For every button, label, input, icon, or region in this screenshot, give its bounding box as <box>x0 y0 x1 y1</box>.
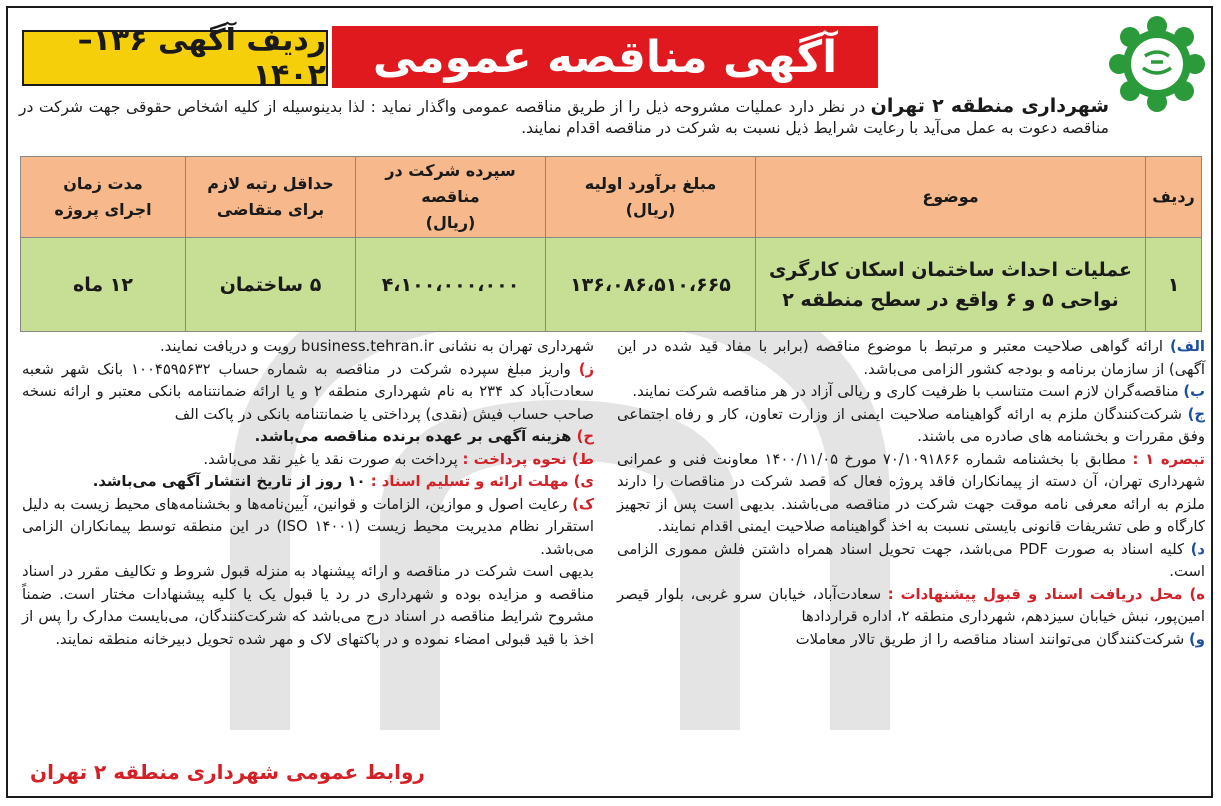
condition-z: ز) واریز مبلغ سپرده شرکت در مناقصه به شماره حساب ۱۰۰۴۵۹۵۶۳۲ بانک شهر شعبه سعادت‌آباد کد ۲۳۴ به نام شهرداری منطقه ۲ و یا ارائه ضمانتنامه بانکی معتبر و ارائه نسخه صاحب حساب فیش (نقدی) پرداختی یا ضمانتنامه بانکی در پاکت الف <box>22 360 595 423</box>
tehran-municipality-logo-icon <box>1107 14 1207 114</box>
condition-y: ی) مهلت ارائه و تسلیم اسناد : ۱۰ روز از تاریخ انتشار آگهی می‌باشد. <box>92 473 594 490</box>
cell-duration: ۱۲ ماه <box>21 238 186 332</box>
header-row-number: ردیف <box>1146 157 1202 238</box>
organization-name: شهرداری منطقه ۲ تهران <box>870 95 1110 117</box>
condition-b: ب) مناقصه‌گران لازم است متناسب با ظرفیت کاری و ریالی آزاد در هر مناقصه شرکت نمایند. <box>632 383 1205 400</box>
condition-f-continued: شهرداری تهران به نشانی business.tehran.ir رویت و دریافت نمایند. <box>159 338 594 355</box>
condition-d: د) کلیه اسناد به صورت PDF می‌باشد، جهت تحویل اسناد همراه داشتن فلش مموری الزامی است. <box>617 540 1205 580</box>
notice-ref-number: ردیف آگهی ۱۳۶– ۱۴۰۲ <box>22 30 328 86</box>
cell-estimate: ۱۳۶،۰۸۶،۵۱۰،۶۶۵ <box>546 238 756 332</box>
intro-text: در نظر دارد عملیات مشروحه ذیل را از طریق مناقصه عمومی واگذار نماید : لذا بدینوسیله از کلیه اشخاص حقوقی جهت شرکت در مناقصه دعوت به عمل می‌آید با رعایت شرایط ذیل نسبت به شرکت در مناقصه اقدام نمایند. <box>19 98 1109 137</box>
condition-t: ط) نحوه پرداخت : پرداخت به صورت نقد یا غیر نقد می‌باشد. <box>203 450 594 468</box>
cell-grade: ۵ ساختمان <box>186 238 356 332</box>
public-relations-signature: روابط عمومی شهرداری منطقه ۲ تهران <box>30 760 425 784</box>
condition-f: و) شرکت‌کنندگان می‌توانند اسناد مناقصه را از طریق تالار معاملات <box>795 630 1205 648</box>
conditions-right-column <box>617 336 1205 651</box>
note-1: تبصره ۱ : مطابق با بخشنامه شماره ۷۰/۱۰۹۱۸۶۶ مورخ ۱۴۰۰/۱۱/۰۵ معاونت فنی و عمرانی شهرداری تهران، آن دسته از پیمانکاران فاقد پروژه فعال که قصد شرکت در مناقصات را دارند ملزم به ارائه معرفی نامه موقت جهت شرکت در مناقصه می‌باشند. بدیهی است پس از تجهیز کارگاه و طی تشریفات قانونی بایستی نسبت به اخذ گواهینامه صلاحیت ایمنی اقدام نمایند. <box>617 450 1205 535</box>
condition-a: الف) ارائه گواهی صلاحیت معتبر و مرتبط با موضوع مناقصه (برابر با مفاد قید شده در این آگهی) از سازمان برنامه و بودجه کشور الزامی می‌باشد. <box>617 338 1205 378</box>
header-estimate: مبلغ برآورد اولیه (ریال) <box>546 157 756 238</box>
header-duration: مدت زمان اجرای پروژه <box>21 157 186 238</box>
closing-paragraph: بدیهی است شرکت در مناقصه و ارائه پیشنهاد به منزله قبول شروط و تکالیف مقرر در اسناد مناقصه و مزایده بوده و شهرداری در رد یا قبول یک یا کلیه پیشنهادات مختار است. ضمناً مشروح شرایط مناقصه در اسناد درج می‌باشد که شرکت‌کنندگان، می‌بایست مدارک را پس از اخذ با قید قبولی امضاء نموده و در پاکتهای لاک و مهر شده تحویل دبیرخانه منطقه نمایند. <box>22 563 594 648</box>
header-grade: حداقل رتبه لازم برای متقاضی <box>186 157 356 238</box>
table-row <box>21 238 1202 332</box>
intro-paragraph <box>19 96 1109 139</box>
condition-h: ح) هزینه آگهی بر عهده برنده مناقصه می‌باشد. <box>254 428 594 445</box>
header-deposit: سپرده شرکت در مناقصه (ریال) <box>356 157 546 238</box>
conditions-left-column <box>22 336 594 651</box>
tender-table <box>20 156 1202 332</box>
cell-deposit: ۴،۱۰۰،۰۰۰،۰۰۰ <box>356 238 546 332</box>
cell-subject: عملیات احداث ساختمان اسکان کارگری نواحی ۵ و ۶ واقع در سطح منطقه ۲ <box>756 238 1146 332</box>
table-header-row <box>21 157 1202 238</box>
condition-k: ک) رعایت اصول و موازین، الزامات و قوانین، آیین‌نامه‌ها و بخشنامه‌های محیط زیست به دلیل استقرار نظام مدیریت محیط زیست (ISO ۱۴۰۰۱) در این منطقه توسط پیمانکاران الزامی می‌باشد. <box>22 495 594 558</box>
cell-row-number: ۱ <box>1146 238 1202 332</box>
condition-c: ج) شرکت‌کنندگان ملزم به ارائه گواهینامه صلاحیت ایمنی از وزارت تعاون، کار و رفاه اجتماعی وفق مقررات و بخشنامه های صادره می باشند. <box>617 405 1205 445</box>
condition-e: ه) محل دریافت اسناد و قبول پیشنهادات : سعادت‌آباد، خیابان سرو غربی، بلوار قیصر امین‌پور، نبش خیابان سیزدهم، شهرداری منطقه ۲، اداره قراردادها <box>617 585 1205 625</box>
header-subject: موضوع <box>756 157 1146 238</box>
notice-title: آگهی مناقصه عمومی <box>332 26 878 88</box>
